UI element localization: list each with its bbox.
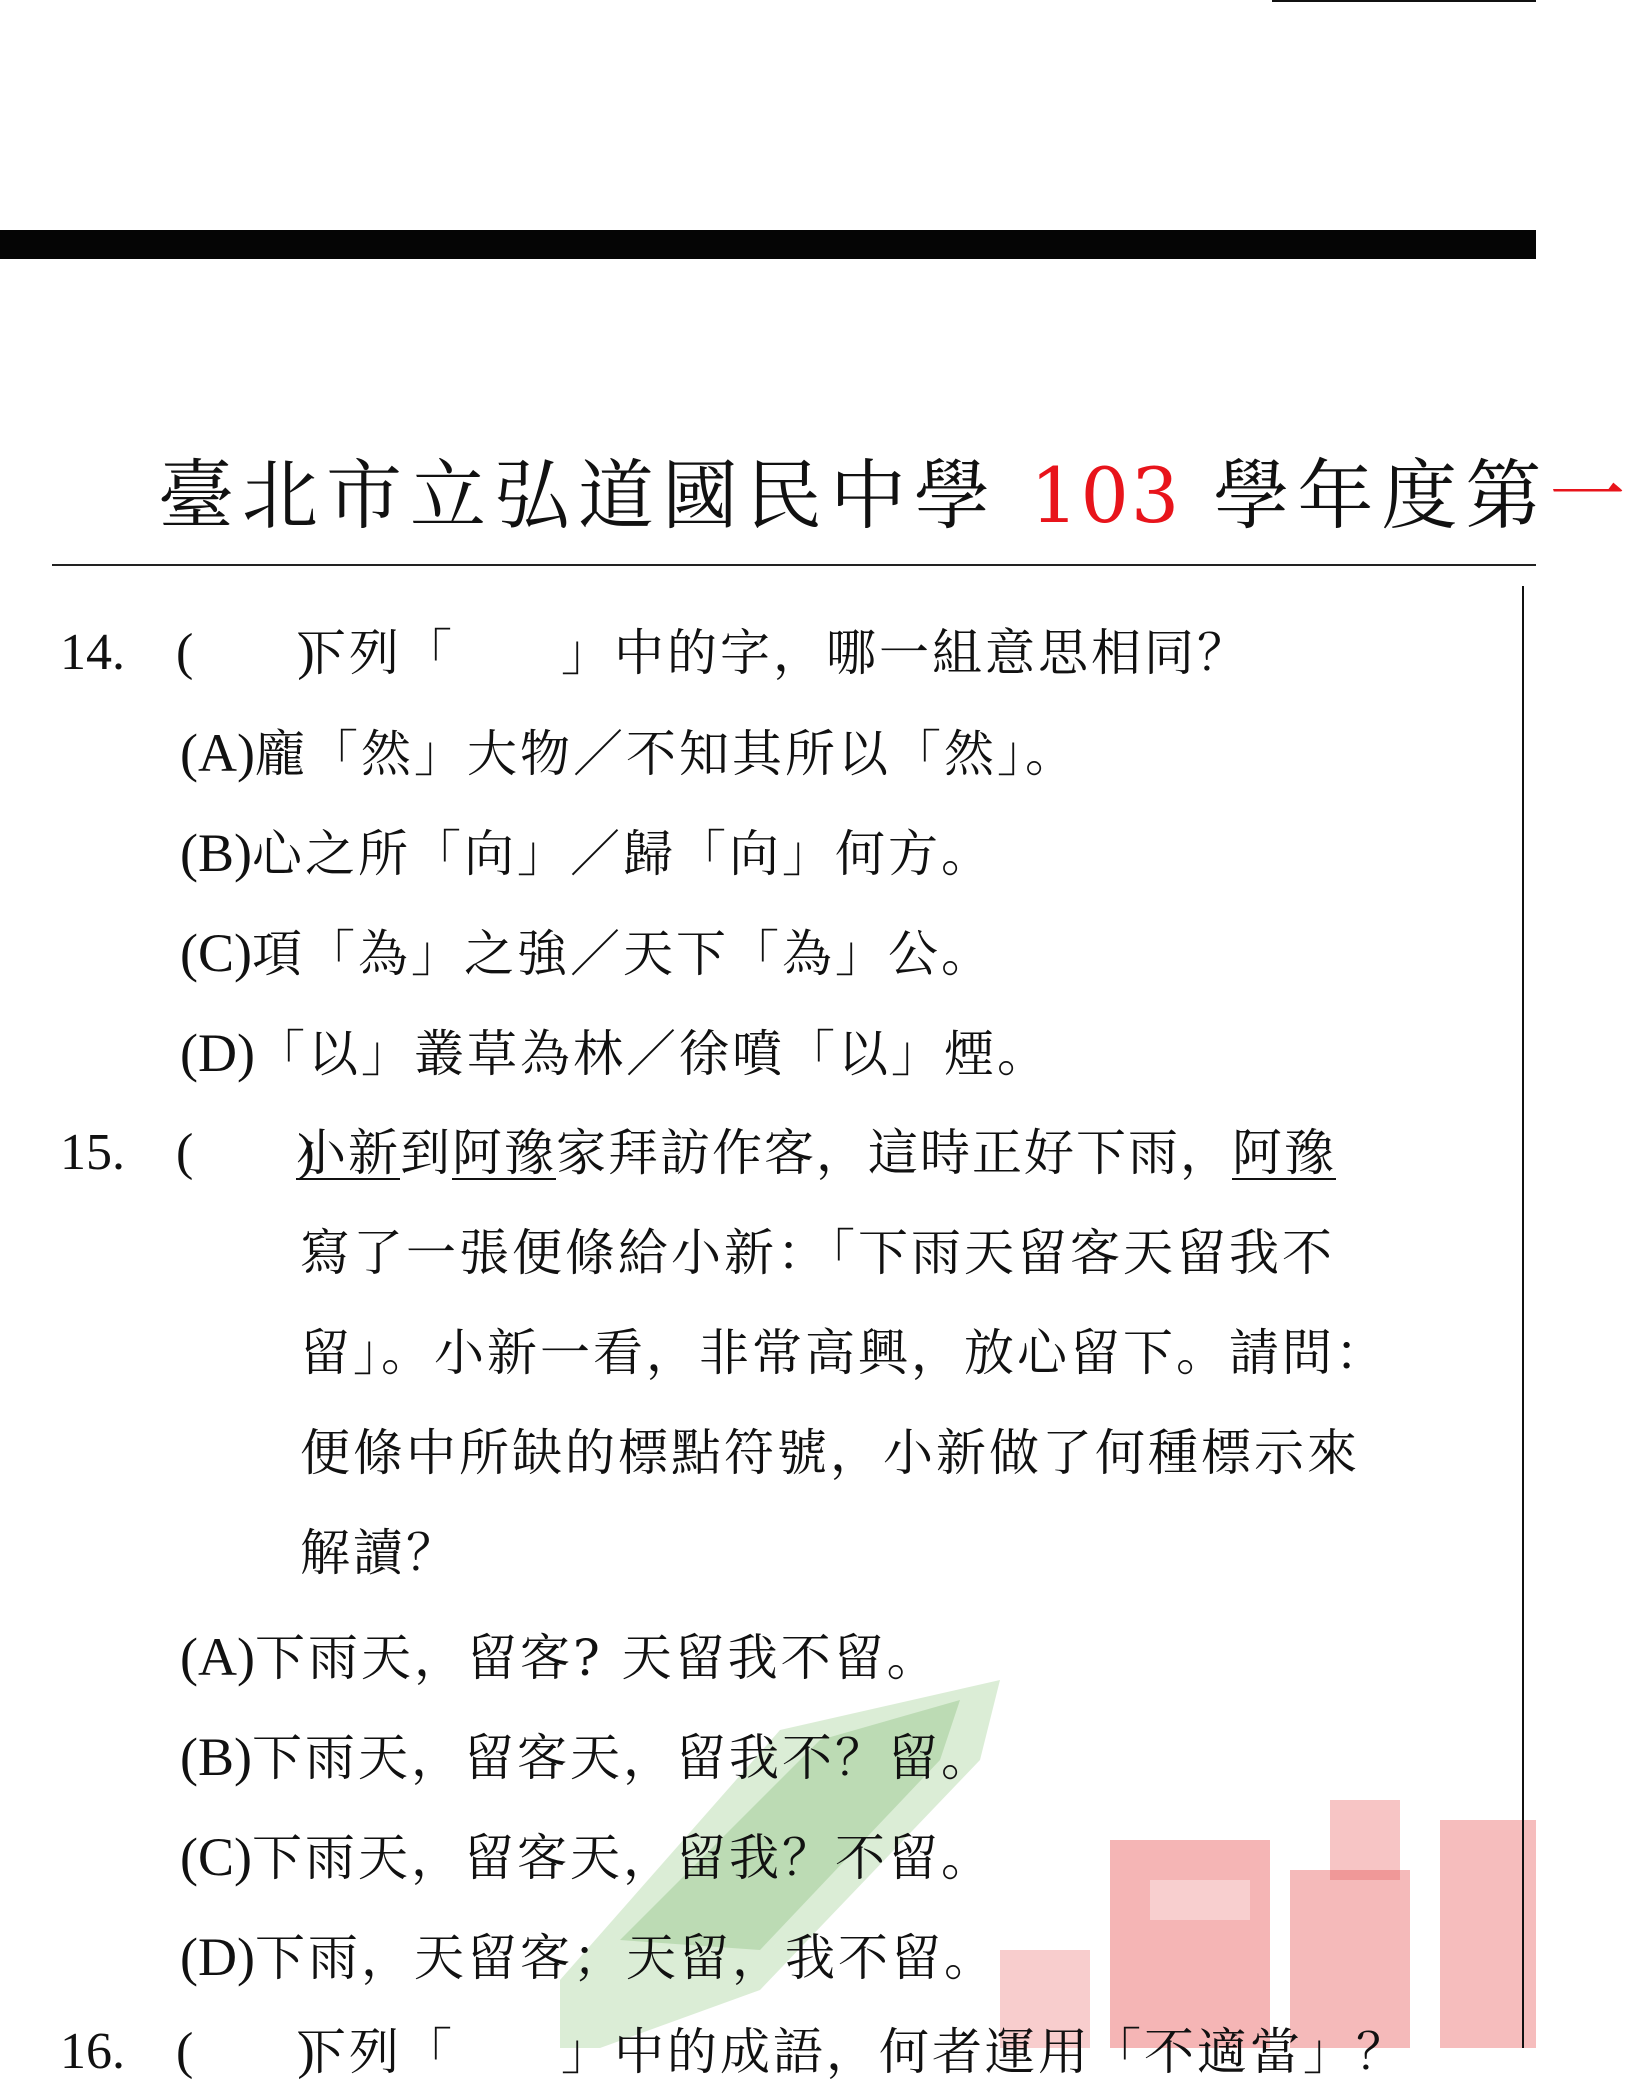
option-text: 項「為」之強／天下「為」公。 [251,925,994,983]
right-margin-rule [1522,586,1524,2048]
option-a[interactable] [180,723,1078,783]
question-number: 14. [60,624,125,681]
option-d[interactable] [180,1023,1050,1083]
option-label: (C) [180,1827,252,1887]
proper-noun: 小新 [296,1124,400,1182]
answer-blank[interactable]: ( ) [176,1124,315,1181]
option-text: 下雨天，留客? 天留我不留。 [254,1629,940,1687]
question-stem: 下列「 」中的成語，何者運用「不適當」？ [296,2023,1409,2081]
question-stem [296,1124,1336,1182]
stem-text: 家拜訪作客，這時正好下雨， [556,1124,1232,1182]
question-number: 15. [60,1124,125,1181]
top-corner-line [1272,0,1536,2]
question-stem-line: 解讀？ [300,1524,459,1582]
option-b[interactable] [180,1727,994,1787]
option-label: (B) [180,823,252,883]
option-label: (A) [180,1627,255,1687]
option-text: 下雨天，留客天，留我不？留。 [251,1729,994,1787]
stem-text: 到 [400,1124,452,1182]
question-stem-line: 留」。小新一看，非常高興，放心留下。請問： [300,1324,1388,1382]
question-stem-line: 寫了一張便條給小新：「下雨天留客天留我不 [300,1224,1335,1282]
option-c[interactable] [180,1827,994,1887]
option-d[interactable] [180,1927,997,1987]
option-label: (D) [180,1927,255,1987]
option-c[interactable] [180,923,994,983]
answer-blank[interactable]: ( ) [176,624,315,681]
answer-blank[interactable]: ( ) [176,2023,315,2080]
school-name: 臺北市立弘道國民中學 [158,451,998,540]
option-text: 龐「然」大物／不知其所以「然」。 [254,725,1078,783]
header-black-band [0,230,1536,259]
option-label: (B) [180,1727,252,1787]
option-text: 下雨天，留客天，留我？不留。 [251,1829,994,1887]
option-label: (A) [180,723,255,783]
option-a[interactable] [180,1627,940,1687]
option-text: 心之所「向」／歸「向」何方。 [251,825,994,883]
school-year: 103 [1030,451,1182,540]
option-label: (C) [180,923,252,983]
question-stem: 下列「 」中的字，哪一組意思相同？ [296,624,1250,682]
title-suffix: 學年度第 [1213,451,1550,540]
question-number: 16. [60,2023,125,2080]
proper-noun: 阿豫 [1232,1124,1336,1182]
option-label: (D) [180,1023,255,1083]
exam-title [158,451,1627,540]
option-text: 「以」叢草為林／徐噴「以」煙。 [254,1025,1050,1083]
proper-noun: 阿豫 [452,1124,556,1182]
option-text: 下雨，天留客；天留，我不留。 [254,1929,997,1987]
option-b[interactable] [180,823,994,883]
question-stem-line: 便條中所缺的標點符號，小新做了何種標示來 [300,1424,1360,1482]
title-underline [52,564,1536,566]
title-red-tail: 一 [1549,451,1627,540]
